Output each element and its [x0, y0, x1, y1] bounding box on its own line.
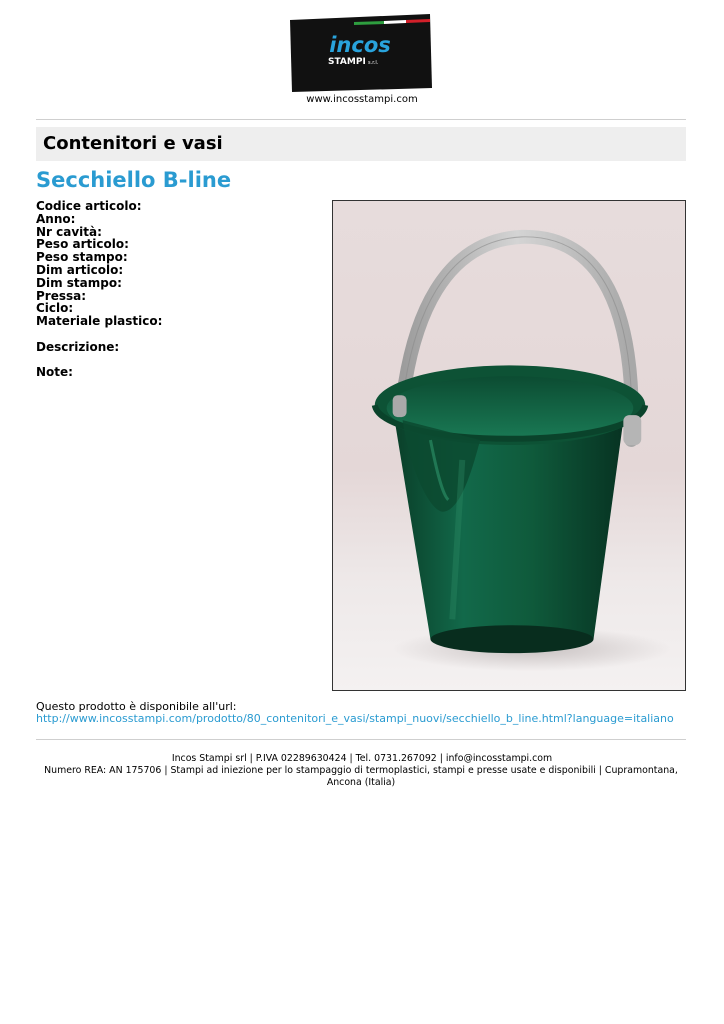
header-divider	[36, 119, 686, 120]
category-header	[36, 127, 686, 161]
product-title: Secchiello B-line	[36, 168, 232, 192]
spec-anno: Anno:	[36, 211, 76, 226]
spec-pressa: Pressa:	[36, 288, 87, 303]
spec-codice-articolo: Codice articolo:	[36, 199, 142, 213]
logo-brand-text: incos	[329, 33, 391, 57]
spec-peso-articolo: Peso articolo:	[36, 237, 129, 252]
spec-peso-stampo: Peso stampo:	[36, 250, 128, 265]
spec-ciclo: Ciclo:	[36, 301, 74, 316]
footer-rea-info: Numero REA: AN 175706 | Stampi ad iniezione per lo stampaggio di termoplastici, stampi e presse usate e disponibili | Cupramontana, Ancona (Italia)	[44, 765, 678, 788]
bucket-icon	[333, 201, 685, 690]
spec-dim-stampo: Dim stampo:	[36, 275, 122, 290]
company-logo[interactable]	[288, 12, 432, 92]
site-url[interactable]: www.incosstampi.com	[306, 94, 418, 105]
logo-sub-text: STAMPI	[328, 57, 366, 67]
product-image	[332, 200, 686, 691]
spec-materiale-plastico: Materiale plastico:	[36, 314, 163, 329]
availability-label: Questo prodotto è disponibile all'url:	[36, 700, 237, 713]
footer-company-info: Incos Stampi srl | P.IVA 02289630424 | Tel. 0731.267092 | info@incosstampi.com	[171, 753, 553, 764]
logo-graphic	[288, 12, 432, 92]
category-title: Contenitori e vasi	[43, 133, 223, 154]
spec-note: Note:	[36, 365, 73, 380]
product-url-link[interactable]: http://www.incosstampi.com/prodotto/80_contenitori_e_vasi/stampi_nuovi/secchiello_b_line.html?language=italiano	[36, 712, 674, 725]
spec-nr-cavita: Nr cavità:	[36, 224, 102, 239]
footer-divider	[36, 739, 686, 740]
product-specs	[36, 200, 326, 379]
spec-dim-articolo: Dim articolo:	[36, 262, 124, 277]
logo-suffix-text: s.r.l.	[368, 60, 379, 66]
spec-descrizione: Descrizione:	[36, 339, 120, 354]
